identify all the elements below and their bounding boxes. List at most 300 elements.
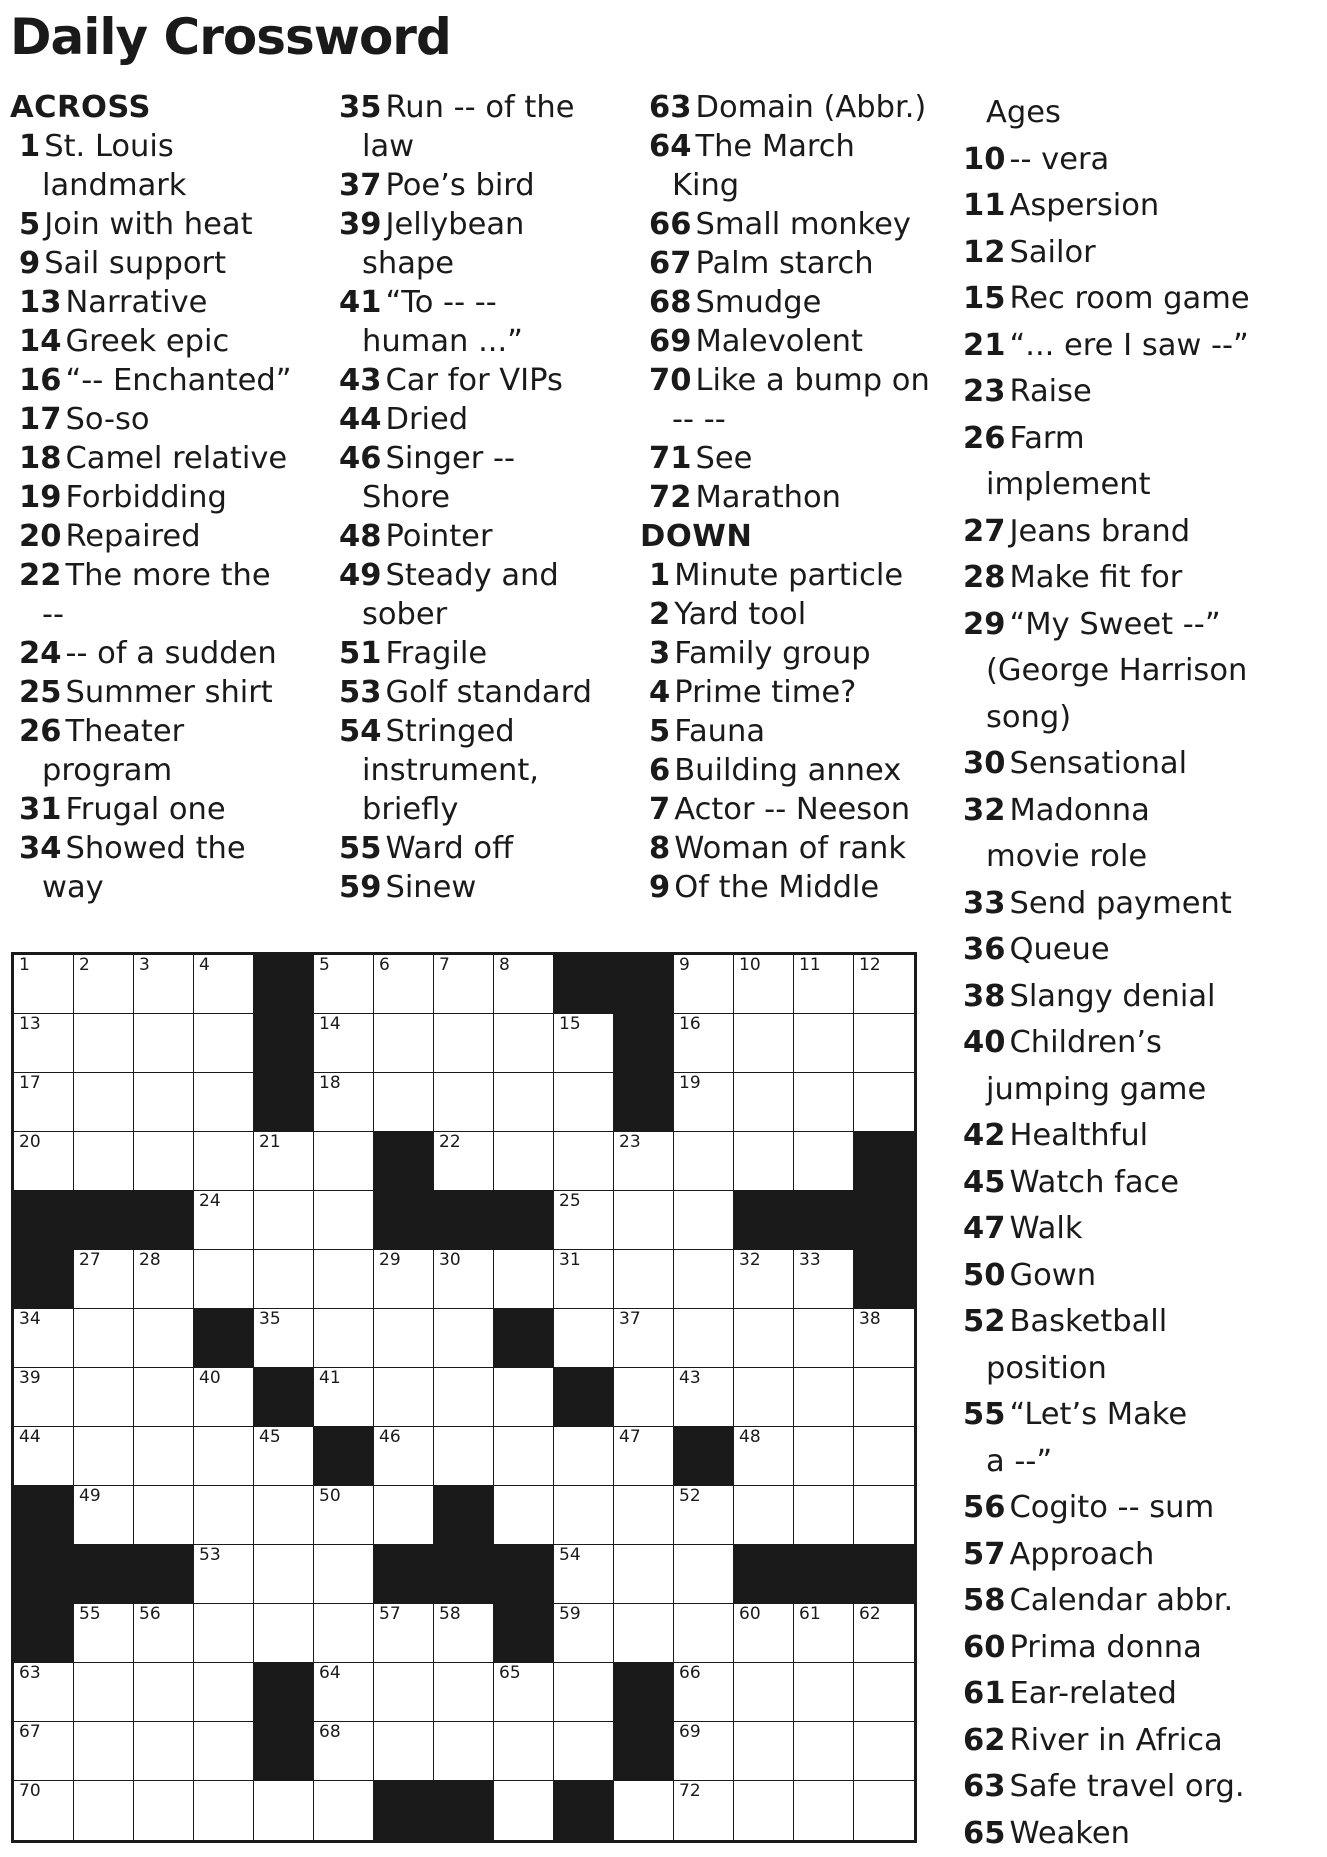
answer-cell[interactable]: [74, 1014, 134, 1073]
clue-26: [10, 712, 310, 751]
answer-cell[interactable]: [14, 1427, 74, 1486]
answer-cell[interactable]: [314, 955, 374, 1014]
clue-number: 33: [963, 886, 1005, 921]
answer-cell[interactable]: [194, 1545, 254, 1604]
answer-cell[interactable]: [614, 1191, 674, 1250]
answer-cell[interactable]: [554, 1722, 614, 1781]
answer-cell[interactable]: [194, 1073, 254, 1132]
answer-cell[interactable]: [74, 1781, 134, 1840]
clue-27: [954, 509, 1254, 556]
clue-number: 39: [339, 207, 381, 242]
answer-cell[interactable]: [554, 1427, 614, 1486]
answer-cell[interactable]: [314, 1014, 374, 1073]
answer-cell[interactable]: [434, 1663, 494, 1722]
answer-cell[interactable]: [194, 955, 254, 1014]
clue-number: 61: [963, 1676, 1005, 1711]
answer-cell[interactable]: [614, 1486, 674, 1545]
black-square: [494, 1545, 554, 1604]
answer-cell[interactable]: [494, 1368, 554, 1427]
clue-text: Join with heat: [44, 207, 252, 242]
answer-cell[interactable]: [14, 1309, 74, 1368]
black-square: [254, 1663, 314, 1722]
answer-cell[interactable]: [74, 1368, 134, 1427]
answer-cell[interactable]: [74, 1309, 134, 1368]
answer-cell[interactable]: [674, 1604, 734, 1663]
clue-continuation: [330, 478, 630, 517]
answer-cell[interactable]: [614, 1781, 674, 1840]
answer-cell[interactable]: [854, 1427, 914, 1486]
answer-cell[interactable]: [854, 1781, 914, 1840]
answer-cell[interactable]: [14, 1663, 74, 1722]
black-square: [134, 1191, 194, 1250]
clue-number: 13: [19, 285, 61, 320]
clue-continuation: [10, 166, 310, 205]
answer-cell[interactable]: [674, 1781, 734, 1840]
clue-column-3: [640, 88, 940, 907]
answer-cell[interactable]: [794, 1781, 854, 1840]
clue-text: human ...”: [362, 324, 523, 359]
answer-cell[interactable]: [554, 1132, 614, 1191]
clue-number: 72: [649, 480, 691, 515]
clue-continuation: [954, 462, 1254, 509]
answer-cell[interactable]: [74, 955, 134, 1014]
cell-number: 70: [19, 1783, 41, 1800]
answer-cell[interactable]: [74, 1073, 134, 1132]
clue-text: Ward off: [385, 831, 513, 866]
answer-cell[interactable]: [254, 1781, 314, 1840]
answer-cell[interactable]: [194, 1368, 254, 1427]
answer-cell[interactable]: [794, 955, 854, 1014]
answer-cell[interactable]: [614, 1309, 674, 1368]
clue-text: -- --: [672, 402, 726, 437]
answer-cell[interactable]: [314, 1073, 374, 1132]
clue-continuation: [10, 868, 310, 907]
black-square: [734, 1545, 794, 1604]
clue-continuation: [330, 244, 630, 283]
answer-cell[interactable]: [374, 1427, 434, 1486]
answer-cell[interactable]: [794, 1722, 854, 1781]
black-square: [374, 1191, 434, 1250]
answer-cell[interactable]: [614, 1368, 674, 1427]
answer-cell[interactable]: [374, 1073, 434, 1132]
answer-cell[interactable]: [194, 1427, 254, 1486]
answer-cell[interactable]: [254, 1545, 314, 1604]
clue-number: 37: [339, 168, 381, 203]
answer-cell[interactable]: [614, 1545, 674, 1604]
answer-cell[interactable]: [554, 1191, 614, 1250]
cell-number: 5: [319, 957, 330, 974]
answer-cell[interactable]: [674, 1014, 734, 1073]
answer-cell[interactable]: [734, 1781, 794, 1840]
answer-cell[interactable]: [434, 1014, 494, 1073]
answer-cell[interactable]: [494, 1250, 554, 1309]
answer-cell[interactable]: [554, 1486, 614, 1545]
answer-cell[interactable]: [854, 1073, 914, 1132]
clue-text: program: [42, 753, 172, 788]
answer-cell[interactable]: [734, 1722, 794, 1781]
answer-cell[interactable]: [734, 1014, 794, 1073]
answer-cell[interactable]: [194, 1604, 254, 1663]
answer-cell[interactable]: [134, 1014, 194, 1073]
answer-cell[interactable]: [614, 1132, 674, 1191]
answer-cell[interactable]: [434, 955, 494, 1014]
black-square: [74, 1191, 134, 1250]
answer-cell[interactable]: [554, 1250, 614, 1309]
clue-text: Yard tool: [674, 597, 806, 632]
answer-cell[interactable]: [14, 1073, 74, 1132]
cell-number: 14: [319, 1016, 341, 1033]
answer-cell[interactable]: [74, 1427, 134, 1486]
answer-cell[interactable]: [554, 1663, 614, 1722]
answer-cell[interactable]: [194, 1250, 254, 1309]
answer-cell[interactable]: [74, 1486, 134, 1545]
clue-text: Camel relative: [65, 441, 287, 476]
answer-cell[interactable]: [794, 1073, 854, 1132]
clue-text: Jellybean: [385, 207, 524, 242]
answer-cell[interactable]: [494, 955, 554, 1014]
answer-cell[interactable]: [74, 1663, 134, 1722]
answer-cell[interactable]: [674, 1545, 734, 1604]
answer-cell[interactable]: [134, 1427, 194, 1486]
answer-cell[interactable]: [674, 1073, 734, 1132]
answer-cell[interactable]: [494, 1427, 554, 1486]
cell-number: 16: [679, 1016, 701, 1033]
cell-number: 45: [259, 1429, 281, 1446]
answer-cell[interactable]: [194, 1663, 254, 1722]
answer-cell[interactable]: [134, 1073, 194, 1132]
black-square: [794, 1191, 854, 1250]
cell-number: 1: [19, 957, 30, 974]
answer-cell[interactable]: [794, 1427, 854, 1486]
answer-cell[interactable]: [134, 1368, 194, 1427]
clue-text: Sailor: [1009, 235, 1095, 270]
cell-number: 53: [199, 1547, 221, 1564]
answer-cell[interactable]: [674, 955, 734, 1014]
clue-text: Poe’s bird: [385, 168, 534, 203]
clue-32: [954, 788, 1254, 835]
black-square: [794, 1545, 854, 1604]
answer-cell[interactable]: [194, 1014, 254, 1073]
answer-cell[interactable]: [794, 1132, 854, 1191]
cell-number: 63: [19, 1665, 41, 1682]
answer-cell[interactable]: [194, 1781, 254, 1840]
clue-number: 50: [963, 1258, 1005, 1293]
answer-cell[interactable]: [134, 1604, 194, 1663]
clue-34: [10, 829, 310, 868]
answer-cell[interactable]: [74, 1604, 134, 1663]
clue-text: Weaken: [1009, 1816, 1130, 1851]
answer-cell[interactable]: [314, 1604, 374, 1663]
answer-cell[interactable]: [854, 1368, 914, 1427]
clue-continuation: [954, 834, 1254, 881]
answer-cell[interactable]: [674, 1191, 734, 1250]
clue-number: 16: [19, 363, 61, 398]
answer-cell[interactable]: [734, 1073, 794, 1132]
clue-text: Repaired: [65, 519, 200, 554]
cell-number: 20: [19, 1134, 41, 1151]
answer-cell[interactable]: [254, 1250, 314, 1309]
answer-cell[interactable]: [134, 1722, 194, 1781]
clue-7: [640, 790, 940, 829]
answer-cell[interactable]: [674, 1663, 734, 1722]
answer-cell[interactable]: [434, 1368, 494, 1427]
answer-cell[interactable]: [14, 955, 74, 1014]
answer-cell[interactable]: [434, 1073, 494, 1132]
clue-continuation: [954, 695, 1254, 742]
answer-cell[interactable]: [614, 1604, 674, 1663]
answer-cell[interactable]: [554, 1309, 614, 1368]
answer-cell[interactable]: [254, 1427, 314, 1486]
black-square: [494, 1309, 554, 1368]
answer-cell[interactable]: [314, 1486, 374, 1545]
answer-cell[interactable]: [674, 1132, 734, 1191]
answer-cell[interactable]: [134, 1250, 194, 1309]
answer-cell[interactable]: [674, 1722, 734, 1781]
black-square: [14, 1250, 74, 1309]
clue-text: song): [986, 700, 1071, 735]
answer-cell[interactable]: [674, 1250, 734, 1309]
clue-text: Narrative: [65, 285, 207, 320]
clue-text: Steady and: [385, 558, 558, 593]
answer-cell[interactable]: [494, 1073, 554, 1132]
clue-16: [10, 361, 310, 400]
answer-cell[interactable]: [794, 1604, 854, 1663]
clue-text: “-- Enchanted”: [65, 363, 291, 398]
answer-cell[interactable]: [374, 1604, 434, 1663]
clue-37: [330, 166, 630, 205]
clue-text: (George Harrison: [986, 653, 1247, 688]
clue-number: 22: [19, 558, 61, 593]
clue-number: 23: [963, 374, 1005, 409]
cell-number: 59: [559, 1606, 581, 1623]
down-heading: DOWN: [640, 517, 940, 556]
answer-cell[interactable]: [494, 1132, 554, 1191]
answer-cell[interactable]: [374, 1663, 434, 1722]
clue-number: 44: [339, 402, 381, 437]
cell-number: 33: [799, 1252, 821, 1269]
answer-cell[interactable]: [494, 1014, 554, 1073]
answer-cell[interactable]: [854, 1486, 914, 1545]
answer-cell[interactable]: [794, 1309, 854, 1368]
answer-cell[interactable]: [374, 1014, 434, 1073]
answer-cell[interactable]: [434, 1250, 494, 1309]
answer-cell[interactable]: [314, 1663, 374, 1722]
answer-cell[interactable]: [254, 1132, 314, 1191]
clue-26: [954, 416, 1254, 463]
answer-cell[interactable]: [374, 1722, 434, 1781]
answer-cell[interactable]: [434, 1604, 494, 1663]
cell-number: 60: [739, 1606, 761, 1623]
clue-24: [10, 634, 310, 673]
clue-number: 67: [649, 246, 691, 281]
black-square: [854, 1191, 914, 1250]
clue-number: 40: [963, 1025, 1005, 1060]
clue-text: briefly: [362, 792, 458, 827]
answer-cell[interactable]: [314, 1368, 374, 1427]
cell-number: 30: [439, 1252, 461, 1269]
answer-cell[interactable]: [254, 1486, 314, 1545]
answer-cell[interactable]: [854, 955, 914, 1014]
answer-cell[interactable]: [494, 1781, 554, 1840]
clue-number: 14: [19, 324, 61, 359]
answer-cell[interactable]: [374, 1368, 434, 1427]
answer-cell[interactable]: [554, 1014, 614, 1073]
answer-cell[interactable]: [854, 1604, 914, 1663]
answer-cell[interactable]: [314, 1781, 374, 1840]
answer-cell[interactable]: [434, 1427, 494, 1486]
clue-text: law: [362, 129, 414, 164]
clue-text: position: [986, 1351, 1107, 1386]
answer-cell[interactable]: [554, 1073, 614, 1132]
answer-cell[interactable]: [854, 1722, 914, 1781]
answer-cell[interactable]: [674, 1309, 734, 1368]
clue-53: [330, 673, 630, 712]
answer-cell[interactable]: [794, 1250, 854, 1309]
answer-cell[interactable]: [674, 1486, 734, 1545]
answer-cell[interactable]: [74, 1722, 134, 1781]
answer-cell[interactable]: [734, 1309, 794, 1368]
answer-cell[interactable]: [494, 1486, 554, 1545]
black-square: [434, 1781, 494, 1840]
answer-cell[interactable]: [494, 1722, 554, 1781]
cell-number: 15: [559, 1016, 581, 1033]
black-square: [374, 1545, 434, 1604]
black-square: [14, 1191, 74, 1250]
answer-cell[interactable]: [734, 1368, 794, 1427]
clue-text: Slangy denial: [1009, 979, 1215, 1014]
clue-text: Sinew: [385, 870, 476, 905]
answer-cell[interactable]: [734, 1604, 794, 1663]
answer-cell[interactable]: [794, 1663, 854, 1722]
answer-cell[interactable]: [194, 1191, 254, 1250]
clue-66: [640, 205, 940, 244]
answer-cell[interactable]: [374, 1486, 434, 1545]
clue-number: 41: [339, 285, 381, 320]
black-square: [14, 1545, 74, 1604]
answer-cell[interactable]: [194, 1486, 254, 1545]
clue-number: 15: [963, 281, 1005, 316]
answer-cell[interactable]: [434, 1309, 494, 1368]
answer-cell[interactable]: [794, 1486, 854, 1545]
answer-cell[interactable]: [794, 1368, 854, 1427]
clue-number: 59: [339, 870, 381, 905]
answer-cell[interactable]: [14, 1368, 74, 1427]
clue-56: [954, 1485, 1254, 1532]
clue-text: -- of a sudden: [65, 636, 276, 671]
cell-number: 40: [199, 1370, 221, 1387]
cell-number: 21: [259, 1134, 281, 1151]
answer-cell[interactable]: [254, 1604, 314, 1663]
answer-cell[interactable]: [314, 1250, 374, 1309]
answer-cell[interactable]: [314, 1545, 374, 1604]
clue-text: The March: [695, 129, 854, 164]
answer-cell[interactable]: [494, 1663, 554, 1722]
answer-cell[interactable]: [554, 1604, 614, 1663]
answer-cell[interactable]: [734, 1427, 794, 1486]
answer-cell[interactable]: [854, 1309, 914, 1368]
answer-cell[interactable]: [854, 1014, 914, 1073]
clue-61: [954, 1671, 1254, 1718]
clue-14: [10, 322, 310, 361]
clue-28: [954, 555, 1254, 602]
clue-text: Malevolent: [695, 324, 862, 359]
clue-9: [10, 244, 310, 283]
answer-cell[interactable]: [734, 1250, 794, 1309]
answer-cell[interactable]: [14, 1781, 74, 1840]
crossword-grid: [11, 952, 917, 1843]
answer-cell[interactable]: [794, 1014, 854, 1073]
answer-cell[interactable]: [674, 1368, 734, 1427]
answer-cell[interactable]: [314, 1191, 374, 1250]
answer-cell[interactable]: [734, 1132, 794, 1191]
clue-number: 57: [963, 1537, 1005, 1572]
clue-18: [10, 439, 310, 478]
answer-cell[interactable]: [314, 1132, 374, 1191]
clue-number: 19: [19, 480, 61, 515]
answer-cell[interactable]: [194, 1722, 254, 1781]
answer-cell[interactable]: [734, 1486, 794, 1545]
answer-cell[interactable]: [194, 1132, 254, 1191]
answer-cell[interactable]: [134, 1663, 194, 1722]
clue-23: [954, 369, 1254, 416]
answer-cell[interactable]: [74, 1250, 134, 1309]
answer-cell[interactable]: [434, 1132, 494, 1191]
clue-63: [640, 88, 940, 127]
answer-cell[interactable]: [14, 1014, 74, 1073]
clue-number: 52: [963, 1304, 1005, 1339]
answer-cell[interactable]: [554, 1545, 614, 1604]
answer-cell[interactable]: [14, 1132, 74, 1191]
answer-cell[interactable]: [374, 1250, 434, 1309]
clue-65: [954, 1811, 1254, 1857]
cell-number: 67: [19, 1724, 41, 1741]
answer-cell[interactable]: [734, 955, 794, 1014]
answer-cell[interactable]: [254, 1191, 314, 1250]
answer-cell[interactable]: [374, 955, 434, 1014]
clue-text: Ages: [986, 95, 1061, 130]
answer-cell[interactable]: [734, 1663, 794, 1722]
answer-cell[interactable]: [14, 1722, 74, 1781]
answer-cell[interactable]: [134, 1132, 194, 1191]
black-square: [254, 955, 314, 1014]
answer-cell[interactable]: [854, 1663, 914, 1722]
clue-number: 34: [19, 831, 61, 866]
clue-text: Marathon: [695, 480, 841, 515]
answer-cell[interactable]: [134, 1781, 194, 1840]
clue-text: Raise: [1009, 374, 1091, 409]
cell-number: 10: [739, 957, 761, 974]
answer-cell[interactable]: [134, 1486, 194, 1545]
answer-cell[interactable]: [314, 1309, 374, 1368]
answer-cell[interactable]: [254, 1309, 314, 1368]
clue-text: Building annex: [674, 753, 901, 788]
clue-number: 54: [339, 714, 381, 749]
answer-cell[interactable]: [134, 955, 194, 1014]
answer-cell[interactable]: [134, 1309, 194, 1368]
answer-cell[interactable]: [374, 1309, 434, 1368]
cell-number: 24: [199, 1193, 221, 1210]
clue-52: [954, 1299, 1254, 1346]
answer-cell[interactable]: [434, 1722, 494, 1781]
answer-cell[interactable]: [74, 1132, 134, 1191]
clue-59: [330, 868, 630, 907]
cell-number: 13: [19, 1016, 41, 1033]
answer-cell[interactable]: [614, 1427, 674, 1486]
clue-9: [640, 868, 940, 907]
clue-text: Cogito -- sum: [1009, 1490, 1214, 1525]
answer-cell[interactable]: [314, 1722, 374, 1781]
answer-cell[interactable]: [614, 1250, 674, 1309]
